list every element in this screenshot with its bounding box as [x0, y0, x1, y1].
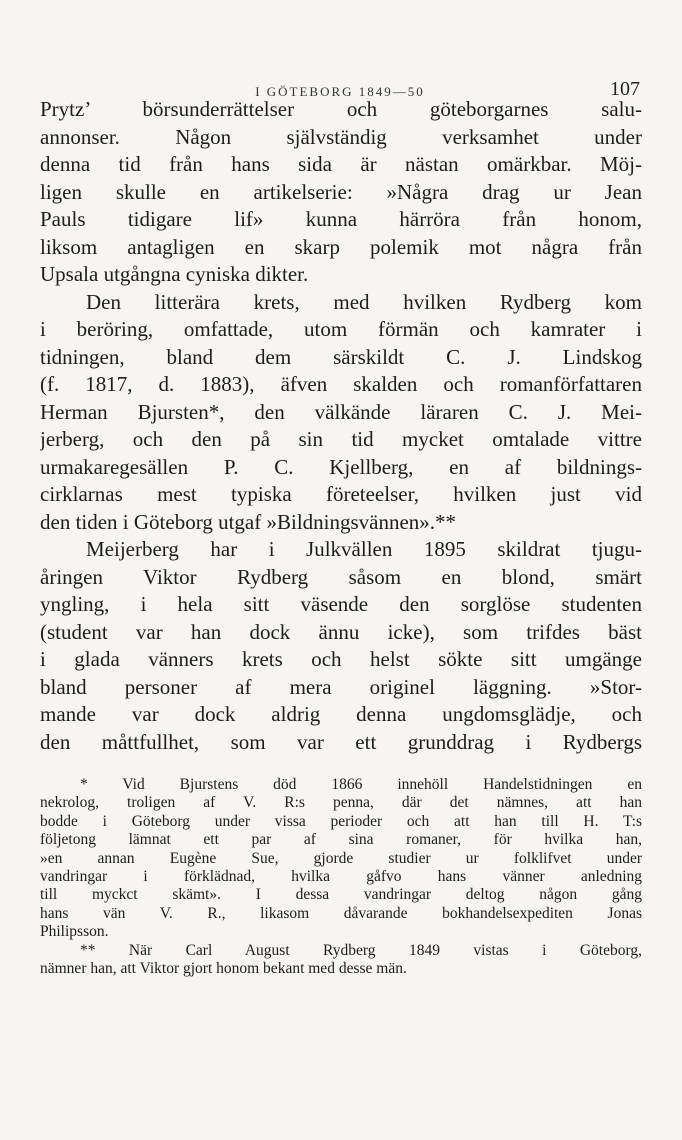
footnote-line: nämner han, att Viktor gjort honom bekant med desse män.	[40, 959, 407, 977]
footnote-line: till myckct skämt». I dessa vandringar deltog någon gång	[40, 886, 642, 904]
body-text-line: urmakaregesällen P. C. Kjellberg, en af bildnings-	[40, 454, 642, 479]
body-text-line: mande var dock aldrig denna ungdomsglädje, och	[40, 702, 642, 726]
body-text-line: bland personer af mera originel läggning. »Stor-	[40, 674, 642, 699]
body-text-line: i glada vänners krets och helst sökte sitt umgänge	[40, 647, 642, 671]
body-text-line: Upsala utgångna cyniska dikter.	[40, 262, 309, 286]
body-text-line: Pauls tidigare lif» kunna härröra från honom,	[40, 207, 642, 231]
page-number: 107	[610, 78, 640, 100]
footnote-line: Philipsson.	[40, 923, 109, 941]
body-text-line: (student var han dock ännu icke), som trifdes bäst	[40, 619, 642, 644]
body-text-line: cirklarnas mest typiska företeelser, hvilken just vid	[40, 482, 642, 506]
body-text-line: tidningen, bland dem särskildt C. J. Lindskog	[40, 344, 642, 369]
footnote-line: följetong lämnat ett par af sina romaner, för hvilka han,	[40, 831, 642, 849]
body-text-line: liksom antagligen en skarp polemik mot några från	[40, 234, 642, 259]
body-text-line: den måttfullhet, som var ett grunddrag i Rydbergs	[40, 729, 642, 754]
body-text-line: ligen skulle en artikelserie: »Några drag ur Jean	[40, 179, 642, 204]
footnote-line: nekrolog, troligen af V. R:s penna, där det nämnes, att han	[40, 794, 642, 812]
footnote-line: * Vid Bjurstens död 1866 innehöll Handelstidningen en	[80, 776, 642, 793]
body-text-line: Den litterära krets, med hvilken Rydberg kom	[86, 289, 642, 314]
body-text-line: Prytz’ börsunderrättelser och göteborgarnes salu-	[40, 97, 642, 121]
body-text-line: den tiden i Göteborg utgaf »Bildningsvännen».**	[40, 509, 457, 534]
body-text-line: Meijerberg har i Julkvällen 1895 skildrat tjugu-	[86, 537, 642, 561]
body-text-line: åringen Viktor Rydberg såsom en blond, smärt	[40, 564, 642, 589]
footnotes	[40, 776, 642, 978]
running-title: I GÖTEBORG 1849—50	[255, 84, 425, 99]
footnote-line: ** När Carl August Rydberg 1849 vistas i Göteborg,	[80, 941, 642, 959]
footnote-line: hans vän V. R., likasom dåvarande bokhandelsexpediten Jonas	[40, 904, 642, 922]
body-text-line: (f. 1817, d. 1883), äfven skalden och romanförfattaren	[40, 372, 642, 396]
body-text-line: annonser. Någon självständig verksamhet under	[40, 124, 642, 149]
body-text	[40, 96, 642, 756]
body-text-line: denna tid från hans sida är nästan omärkbar. Möj-	[40, 152, 642, 176]
body-text-line: jerberg, och den på sin tid mycket omtalade vittre	[40, 427, 642, 451]
footnote-line: bodde i Göteborg under vissa perioder och att han till H. T:s	[40, 812, 642, 830]
footnote-line: vandringar i förklädnad, hvilka gåfvo hans vänner anledning	[40, 867, 642, 885]
body-text-line: yngling, i hela sitt väsende den sorglöse studenten	[40, 592, 642, 616]
body-text-line: i beröring, omfattade, utom förmän och kamrater i	[40, 317, 642, 341]
body-text-line: Herman Bjursten*, den välkände läraren C. J. Mei-	[40, 399, 642, 424]
footnote-line: »en annan Eugène Sue, gjorde studier ur folklifvet under	[40, 849, 642, 867]
